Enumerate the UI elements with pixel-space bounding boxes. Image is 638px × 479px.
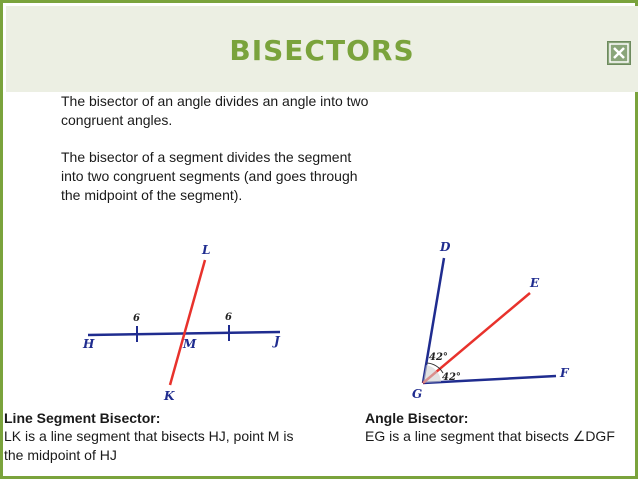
- angle-label-upper: 42°: [429, 352, 448, 363]
- segment-bisector-heading: Line Segment Bisector:: [4, 410, 161, 426]
- point-label-d: D: [440, 240, 451, 254]
- segment-bisector-figure: [70, 238, 300, 403]
- segment-bisector-definition: The bisector of a segment divides the segment into two congruent segments (and goes through the midpoint of the segment).: [61, 149, 358, 203]
- ray-ge: [423, 293, 530, 383]
- point-label-k: K: [164, 389, 175, 403]
- segment-bisector-caption-1: LK is a line segment that bisects HJ, point M is: [4, 428, 294, 444]
- close-x-icon[interactable]: [607, 41, 631, 65]
- title-bar: [6, 6, 638, 92]
- angle-bisector-caption: EG is a line segment that bisects ∠DGF: [365, 428, 615, 444]
- point-label-f: F: [560, 366, 569, 380]
- segment-lk: [170, 260, 205, 385]
- angle-bisector-definition: The bisector of an angle divides an angle into two congruent angles.: [61, 93, 369, 128]
- angle-bisector-figure: [400, 235, 580, 405]
- segment-bisector-caption-2: the midpoint of HJ: [4, 447, 117, 463]
- point-label-e: E: [530, 276, 540, 290]
- angle-label-lower: 42°: [442, 372, 461, 383]
- point-label-l: L: [202, 243, 211, 257]
- point-label-h: H: [83, 337, 95, 351]
- tick-label-left: 6: [133, 313, 140, 324]
- point-label-j: J: [274, 334, 280, 348]
- tick-label-right: 6: [225, 312, 232, 323]
- point-label-g: G: [412, 387, 423, 401]
- angle-bisector-heading: Angle Bisector:: [365, 410, 469, 426]
- point-label-m: M: [183, 337, 197, 351]
- slide-title: BISECTORS: [229, 34, 415, 67]
